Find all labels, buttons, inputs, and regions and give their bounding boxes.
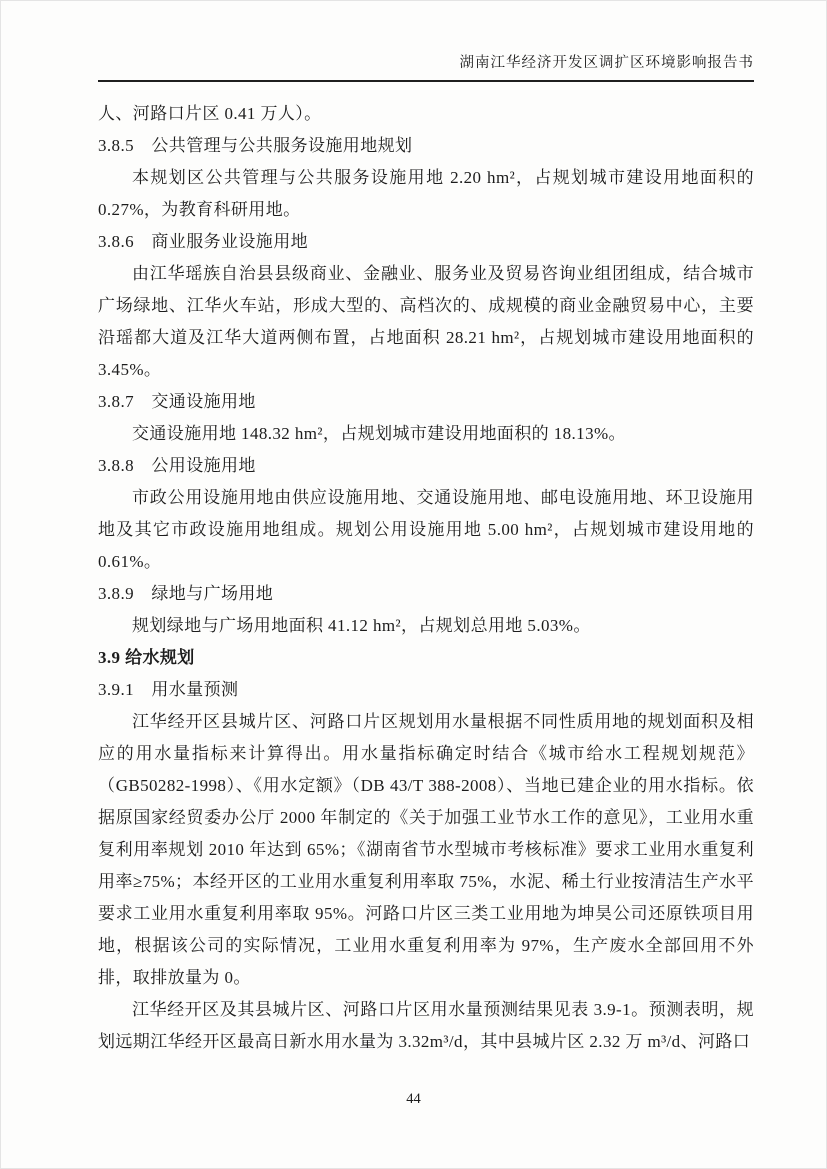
paragraph-3-8-9: 规划绿地与广场用地面积 41.12 hm²，占规划总用地 5.03%。	[132, 616, 591, 635]
heading-3-8-7: 3.8.7 交通设施用地	[98, 392, 256, 411]
paragraph-3-9-1-forecast: 江华经开区县城片区、河路口片区规划用水量根据不同性质用地的规划面积及相应的用水量指标来计算得出。用水量指标确定时结合《城市给水工程规划规范》（GB50282-1998）、《用水定额》（DB 43/T 388-2008）、当地已建企业的用水指标。依据原国家经贸委办公厅 2000 年制定的《关于加强工业节水工作的意见》，工业用水重复利用率规划 2010 年达到 65%；《湖南省节水型城市考核标准》要求工业用水重复利用率≥75%；本经开区的工业用水重复利用率取 75%，水泥、稀土行业按清洁生产水平要求工业用水重复利用率取 95%。河路口片区三类工业用地为坤昊公司还原铁项目用地，根据该公司的实际情况，工业用水重复利用率为 97%，生产废水全部回用不外排，取排放量为 0。	[98, 712, 754, 987]
page-number: 44	[406, 1091, 421, 1107]
document-body	[98, 98, 754, 1058]
paragraph-3-8-5: 本规划区公共管理与公共服务设施用地 2.20 hm²，占规划城市建设用地面积的 0.27%，为教育科研用地。	[98, 168, 754, 219]
paragraph-3-8-8: 市政公用设施用地由供应设施用地、交通设施用地、邮电设施用地、环卫设施用地及其它市政设施用地组成。规划公用设施用地 5.00 hm²，占规划城市建设用地的 0.61%。	[98, 488, 754, 571]
paragraph-3-8-6: 由江华瑶族自治县县级商业、金融业、服务业及贸易咨询业组团组成，结合城市广场绿地、江华火车站，形成大型的、高档次的、成规模的商业金融贸易中心，主要沿瑶都大道及江华大道两侧布置，占地面积 28.21 hm²，占规划城市建设用地面积的 3.45%。	[98, 264, 754, 379]
paragraph-continuation: 人、河路口片区 0.41 万人）。	[98, 104, 322, 123]
paragraph-3-8-7: 交通设施用地 148.32 hm²，占规划城市建设用地面积的 18.13%。	[132, 424, 626, 443]
heading-3-9: 3.9 给水规划	[98, 648, 195, 667]
running-header-title: 湖南江华经济开发区调扩区环境影响报告书	[98, 53, 754, 82]
heading-3-9-1: 3.9.1 用水量预测	[98, 680, 239, 699]
heading-3-8-5: 3.8.5 公共管理与公共服务设施用地规划	[98, 136, 413, 155]
page-content	[98, 53, 754, 1058]
heading-3-8-8: 3.8.8 公用设施用地	[98, 456, 256, 475]
paragraph-3-9-1-results: 江华经开区及其县城片区、河路口片区用水量预测结果见表 3.9-1。预测表明，规划远期江华经开区最高日新水用水量为 3.32m³/d，其中县城片区 2.32 万 m³/d、河路口	[98, 1000, 754, 1051]
heading-3-8-6: 3.8.6 商业服务业设施用地	[98, 232, 308, 251]
heading-3-8-9: 3.8.9 绿地与广场用地	[98, 584, 274, 603]
